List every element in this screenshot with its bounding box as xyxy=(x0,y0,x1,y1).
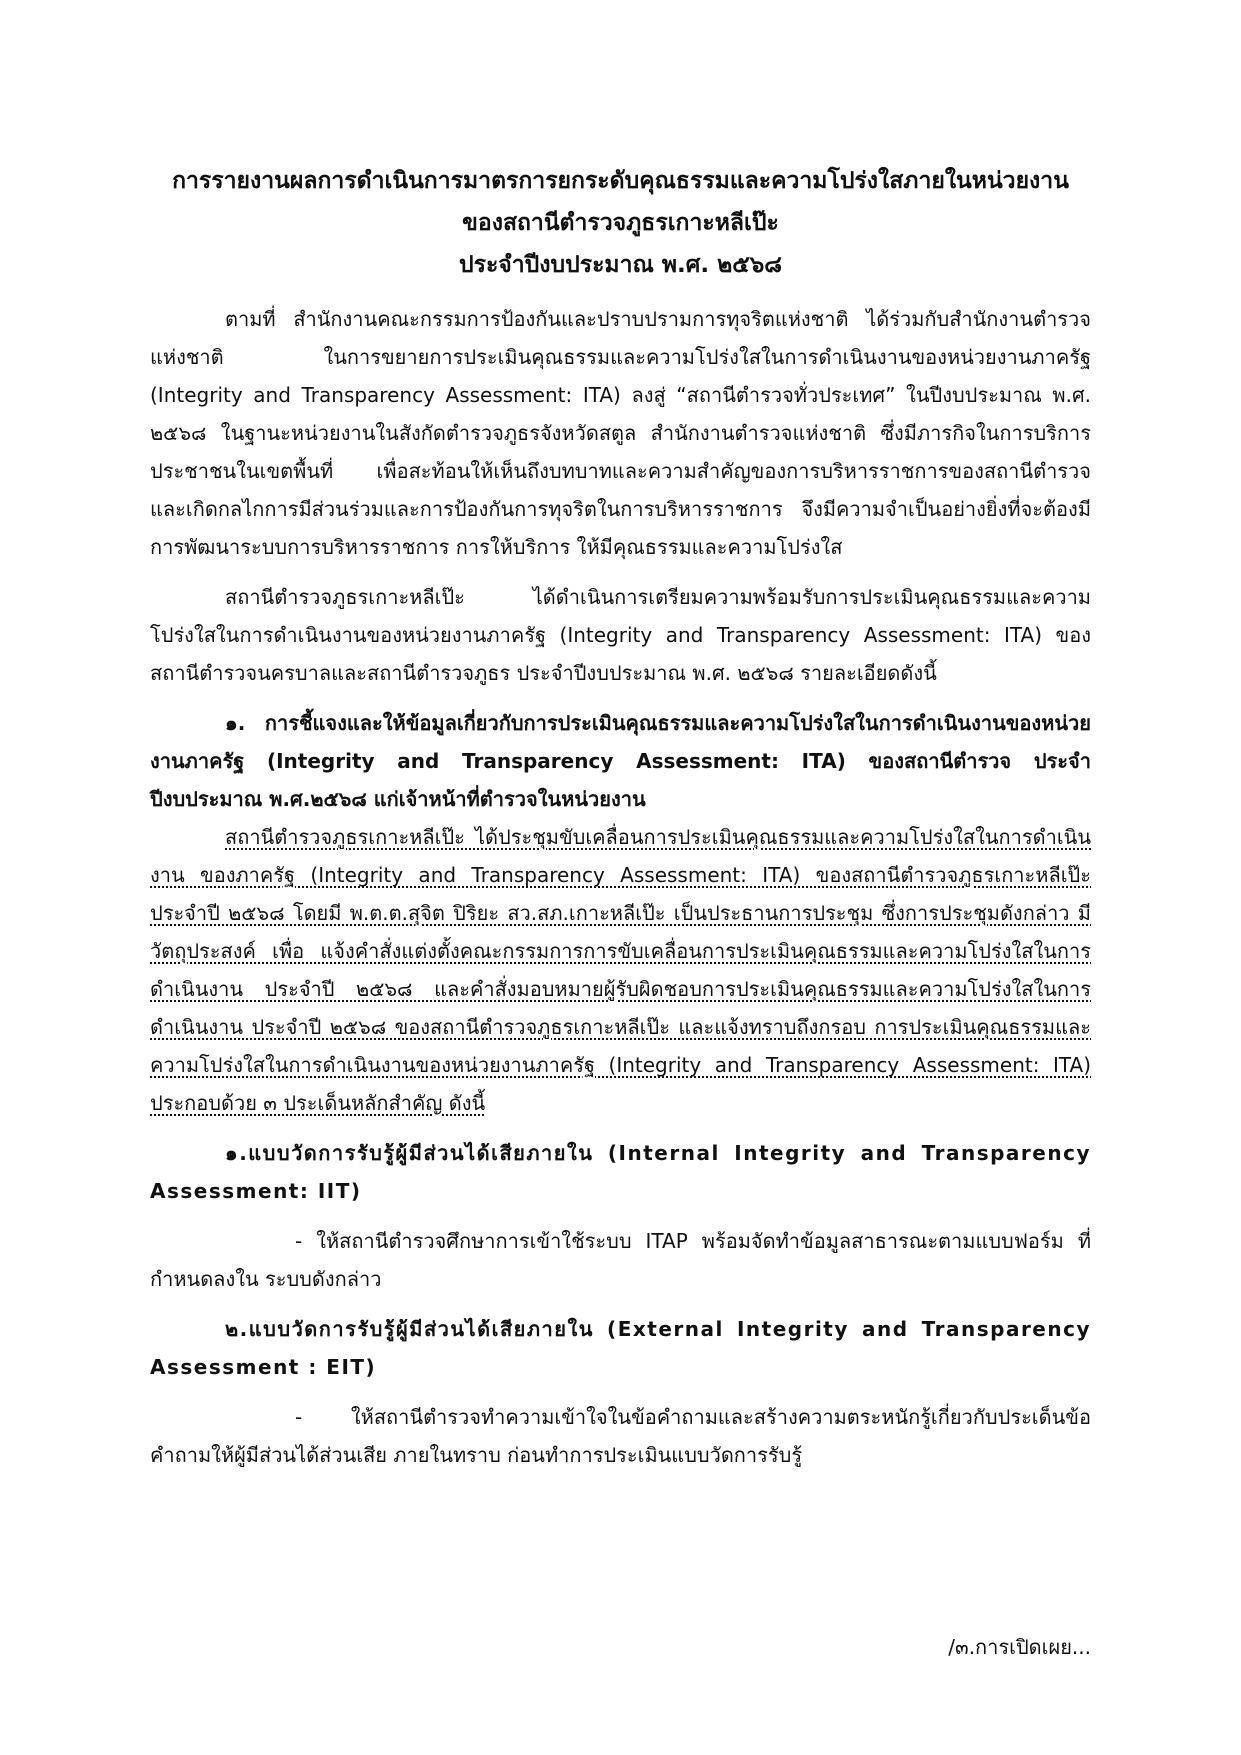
title-line-2: ของสถานีตำรวจภูธรเกาะหลีเป๊ะ xyxy=(462,210,779,236)
item-2-body: - ให้สถานีตำรวจทำความเข้าใจในข้อคำถามและสร้างความตระหนักรู้เกี่ยวกับประเด็นข้อคำถามให้ผู้มีส่วนได้ส่วนเสีย ภายในทราบ ก่อนทำการประเมินแบบวัดการรับรู้ xyxy=(150,1405,1091,1467)
section-1-heading: ๑. การชี้แจงและให้ข้อมูลเกี่ยวกับการประเมินคุณธรรมและความโปร่งใสในการดำเนินงานของหน่วยงานภาครัฐ (Integrity and Transparency Assessment: ITA) ของสถานีตำรวจ ประจำปีงบประมาณ พ.ศ.๒๕๖๘ แก่เจ้าหน้าที่ตำรวจในหน่วยงาน xyxy=(150,711,1091,811)
item-1-heading: ๑.แบบวัดการรับรู้ผู้มีส่วนได้เสียภายใน (Internal Integrity and Transparency Assessment: IIT) xyxy=(150,1141,1091,1203)
title-line-3: ประจำปีงบประมาณ พ.ศ. ๒๕๖๘ xyxy=(458,252,782,278)
title-line-1: การรายงานผลการดำเนินการมาตรการยกระดับคุณธรรมและความโปร่งใสภายในหน่วยงาน xyxy=(172,168,1069,194)
intro-paragraph: ตามที่ สำนักงานคณะกรรมการป้องกันและปราบปรามการทุจริตแห่งชาติ ได้ร่วมกับสำนักงานตำรวจแห่งชาติ ในการขยายการประเมินคุณธรรมและความโปร่งใสในการดำเนินงานของหน่วยงานภาครัฐ (Integrity and Transparency Assessment: ITA) ลงสู่ “สถานีตำรวจทั่วประเทศ” ในปีงบประมาณ พ.ศ. ๒๕๖๘ ในฐานะหน่วยงานในสังกัดตำรวจภูธรจังหวัดสตูล สำนักงานตำรวจแห่งชาติ ซึ่งมีภารกิจในการบริการประชาชนในเขตพื้นที่ เพื่อสะท้อนให้เห็นถึงบทบาทและความสำคัญของการบริหารราชการของสถานีตำรวจ และเกิดกลไกการมีส่วนร่วมและการป้องกันการทุจริตในการบริหารราชการ จึงมีความจำเป็นอย่างยิ่งที่จะต้องมีการพัฒนาระบบการบริหารราชการ การให้บริการ ให้มีคุณธรรมและความโปร่งใส xyxy=(150,307,1091,559)
preparation-paragraph: สถานีตำรวจภูธรเกาะหลีเป๊ะ ได้ดำเนินการเตรียมความพร้อมรับการประเมินคุณธรรมและความโปร่งใสในการดำเนินงานของหน่วยงานภาครัฐ (Integrity and Transparency Assessment: ITA) ของสถานีตำรวจนครบาลและสถานีตำรวจภูธร ประจำปีงบประมาณ พ.ศ. ๒๕๖๘ รายละเอียดดังนี้ xyxy=(150,585,1091,685)
item-2-heading: ๒.แบบวัดการรับรู้ผู้มีส่วนได้เสียภายใน (External Integrity and Transparency Assessment : EIT) xyxy=(150,1317,1091,1379)
document-body xyxy=(150,300,1091,1474)
document-title xyxy=(150,160,1091,286)
page-continuation-note: /๓.การเปิดเผย... xyxy=(948,1635,1091,1659)
section-1-body: สถานีตำรวจภูธรเกาะหลีเป๊ะ ได้ประชุมขับเคลื่อนการประเมินคุณธรรมและความโปร่งใสในการดำเนินงาน ของภาครัฐ (Integrity and Transparency Assessment: ITA) ของสถานีตำรวจภูธรเกาะหลีเป๊ะ ประจำปี ๒๕๖๘ โดยมี พ.ต.ต.สุจิต ปิริยะ สว.สภ.เกาะหลีเป๊ะ เป็นประธานการประชุม ซึ่งการประชุมดังกล่าว มีวัตถุประสงค์ เพื่อ แจ้งคำสั่งแต่งตั้งคณะกรรมการการขับเคลื่อนการประเมินคุณธรรมและความโปร่งใสในการดำเนินงาน ประจำปี ๒๕๖๘ และคำสั่งมอบหมายผู้รับผิดชอบการประเมินคุณธรรมและความโปร่งใสในการดำเนินงาน ประจำปี ๒๕๖๘ ของสถานีตำรวจภูธรเกาะหลีเป๊ะ และแจ้งทราบถึงกรอบ การประเมินคุณธรรมและความโปร่งใสในการดำเนินงานของหน่วยงานภาครัฐ (Integrity and Transparency Assessment: ITA) ประกอบด้วย ๓ ประเด็นหลักสำคัญ ดังนี้ xyxy=(150,825,1091,1115)
item-1-body: - ให้สถานีตำรวจศึกษาการเข้าใช้ระบบ ITAP พร้อมจัดทำข้อมูลสาธารณะตามแบบฟอร์ม ที่กำหนดลงใน ระบบดังกล่าว xyxy=(150,1229,1091,1291)
